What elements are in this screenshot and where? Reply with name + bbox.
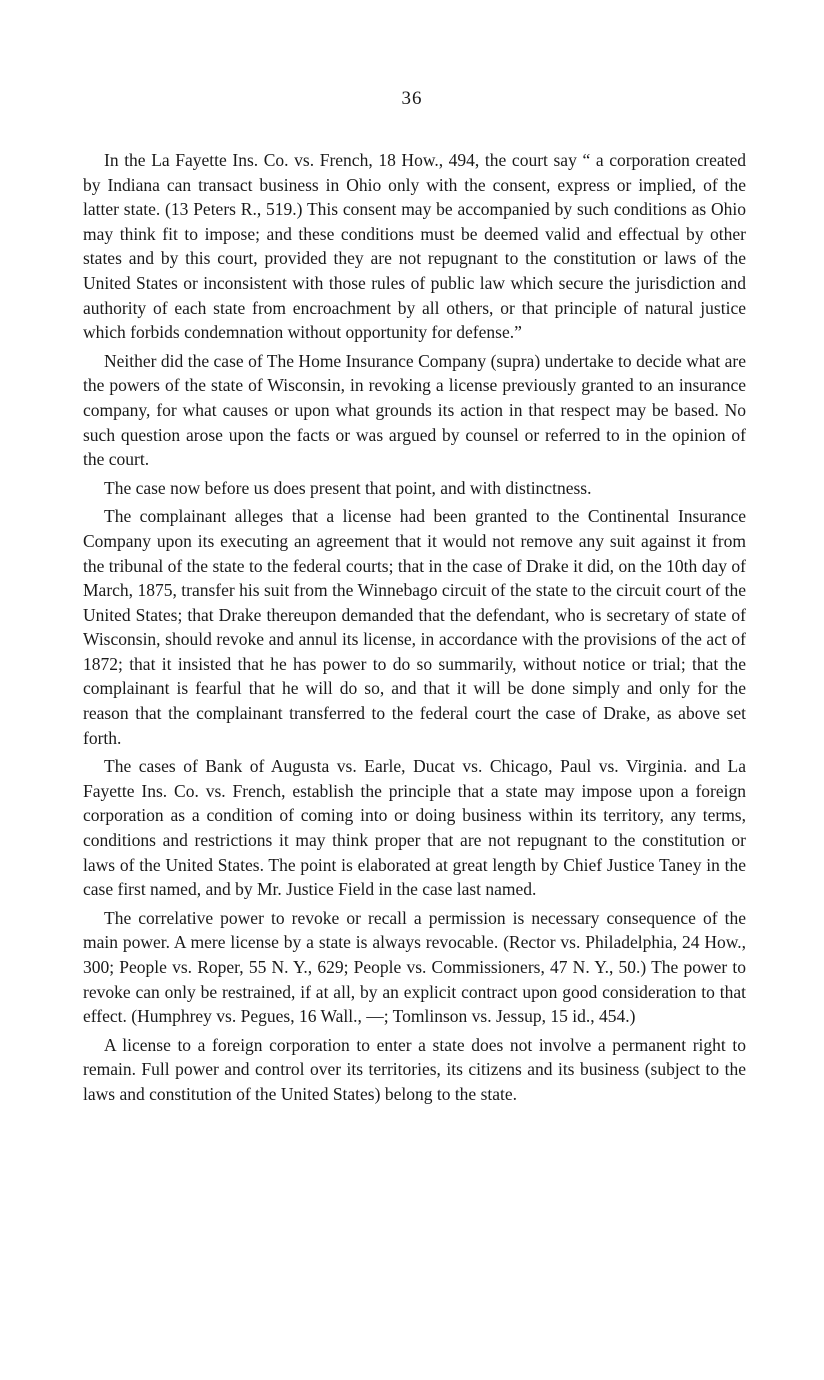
paragraph-power-to-revoke: The correlative power to revoke or recall a permission is necessary consequence of the main power. A mere license by a state is always revocable. (Rector vs. Philadelphia, 24 How., 300; People vs. Roper, 55 N. Y., 629; People vs. Commissioners, 47 N. Y., 50.) The power to revoke can only be restrained, if at all, by an explicit contract upon good consideration to that effect. (Humphrey vs. Pegues, 16 Wall., —; Tomlinson vs. Jessup, 15 id., 454.) [83,907,746,1027]
body-text [83,148,746,1111]
paragraph-cases-establish: The cases of Bank of Augusta vs. Earle, Ducat vs. Chicago, Paul vs. Virginia. and La Fayette Ins. Co. vs. French, establish the principle that a state may impose upon a foreign corporation as a condition of coming into or doing business within its territory, any terms, conditions and restrictions it may think proper that are not repugnant to the constitution or laws of the United States. The point is elaborated at great length by Chief Justice Taney in the case first named, and by Mr. Justice Field in the case last named. [83,756,746,900]
paragraph-home-insurance: Neither did the case of The Home Insurance Company (supra) undertake to decide what are the powers of the state of Wisconsin, in revoking a license previously granted to an insurance company, for what causes or upon what grounds its action in that respect may be based. No such question arose upon the facts or was argued by counsel or referred to in the opinion of the court. [83,350,746,470]
paragraph-la-fayette-quote: In the La Fayette Ins. Co. vs. French, 18 How., 494, the court say “ a corporation created by Indiana can transact business in Ohio only with the consent, express or implied, of the latter state. (13 Peters R., 519.) This consent may be accompanied by such conditions as Ohio may think fit to impose; and these conditions must be deemed valid and effectual by other states and by this court, provided they are not repugnant to the constitution or laws of the United States or inconsistent with those rules of public law which secure the jurisdiction and authority of each state from encroachment by all others, or that principle of natural justice which forbids condemnation without opportunity for defense.” [83,150,746,343]
paragraph-complainant-alleges: The complainant alleges that a license had been granted to the Continental Insurance Company upon its executing an agreement that it would not remove any suit against it from the tribunal of the state to the federal courts; that in the case of Drake it did, on the 10th day of March, 1875, transfer his suit from the Winnebago circuit of the state to the circuit court of the United States; that Drake thereupon demanded that the defendant, who is secretary of state of Wisconsin, should revoke and annul its license, in accordance with the provisions of the act of 1872; that it insisted that he has power to do so summarily, without notice or trial; that the complainant is fearful that he will do so, and that it will be done simply and only for the reason that the complainant transferred to the federal court the case of Drake, as above set forth. [83,506,746,748]
paragraph-case-before-us: The case now before us does present that point, and with distinctness. [104,477,592,498]
page-number: 36 [401,88,423,109]
paragraph-license-foreign-corporation: A license to a foreign corporation to enter a state does not involve a permanent right to remain. Full power and control over its territories, its citizens and its business (subject to the laws and constitution of the United States) belong to the state. [83,1034,746,1104]
